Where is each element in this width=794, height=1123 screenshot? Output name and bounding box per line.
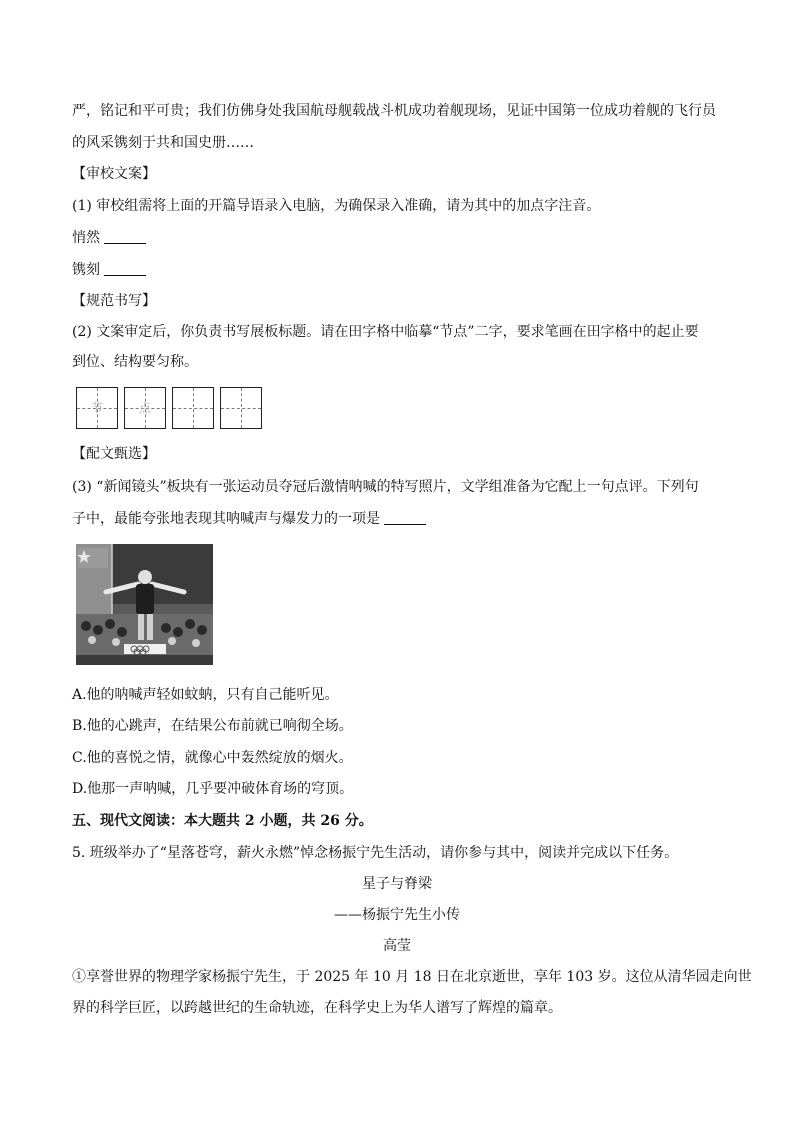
grid-cell	[172, 387, 214, 429]
question-3-line-2: 子中，最能夸张地表现其呐喊声与爆发力的一项是	[72, 509, 732, 529]
question-3-line-1: (3) “新闻镜头”板块有一张运动员夺冠后激情呐喊的特写照片，文学组准备为它配上一句点评。下列句	[72, 479, 699, 495]
grid-cell: 点	[124, 387, 166, 429]
answer-blank	[384, 510, 426, 525]
article-author: 高莹	[383, 938, 411, 954]
option-c: C.他的喜悦之情，就像心中轰然绽放的烟火。	[72, 750, 353, 766]
question-2-line-1: (2) 文案审定后，你负责书写展板标题。请在田字格中临摹“节点”二字，要求笔画在田字格中的起止要	[72, 324, 699, 340]
question-2-line-2: 到位、结构要匀称。	[72, 354, 198, 370]
text-line: 严，铭记和平可贵；我们仿佛身处我国航母舰载战斗机成功着舰现场，见证中国第一位成功着舰的飞行员	[72, 103, 716, 119]
section-heading-review: 【审校文案】	[72, 166, 156, 182]
question-1: (1) 审校组需将上面的开篇导语录入电脑，为确保录入准确，请为其中的加点字注音。	[72, 198, 601, 214]
word-label: 镌刻	[72, 262, 100, 278]
pinyin-item-2	[72, 260, 732, 280]
section-heading-writing: 【规范书写】	[72, 293, 156, 309]
grid-cell	[220, 387, 262, 429]
section-heading-caption: 【配文甄选】	[72, 446, 156, 462]
article-title: 星子与脊梁	[362, 876, 432, 892]
pinyin-item-1	[72, 228, 732, 248]
article-subtitle: ——杨振宁先生小传	[334, 907, 460, 923]
answer-blank	[104, 261, 146, 276]
option-a: A.他的呐喊声轻如蚊蚋，只有自己能听见。	[72, 687, 339, 703]
paragraph-1-line-2: 界的科学巨匠，以跨越世纪的生命轨迹，在科学史上为华人谱写了辉煌的篇章。	[72, 1000, 562, 1016]
text-line: 的风采镌刻于共和国史册……	[72, 135, 254, 151]
paragraph-1-line-1: ①享誉世界的物理学家杨振宁先生，于 2025 年 10 月 18 日在北京逝世，享年 103 岁。这位从清华园走向世	[72, 969, 752, 985]
answer-blank	[104, 229, 146, 244]
section-5-heading: 五、现代文阅读：本大题共 2 小题，共 26 分。	[72, 813, 373, 829]
athlete-photo-image	[76, 544, 213, 665]
question-5: 5. 班级举办了“星落苍穹，薪火永燃”悼念杨振宁先生活动，请你参与其中，阅读并完成以下任务。	[72, 845, 679, 861]
tianzi-grid	[76, 387, 262, 429]
word-label: 悄然	[72, 230, 100, 246]
option-d: D.他那一声呐喊，几乎要冲破体育场的穹顶。	[72, 781, 354, 797]
athlete-photo	[76, 544, 213, 665]
option-b: B.他的心跳声，在结果公布前就已响彻全场。	[72, 718, 353, 734]
grid-cell: 节	[76, 387, 118, 429]
